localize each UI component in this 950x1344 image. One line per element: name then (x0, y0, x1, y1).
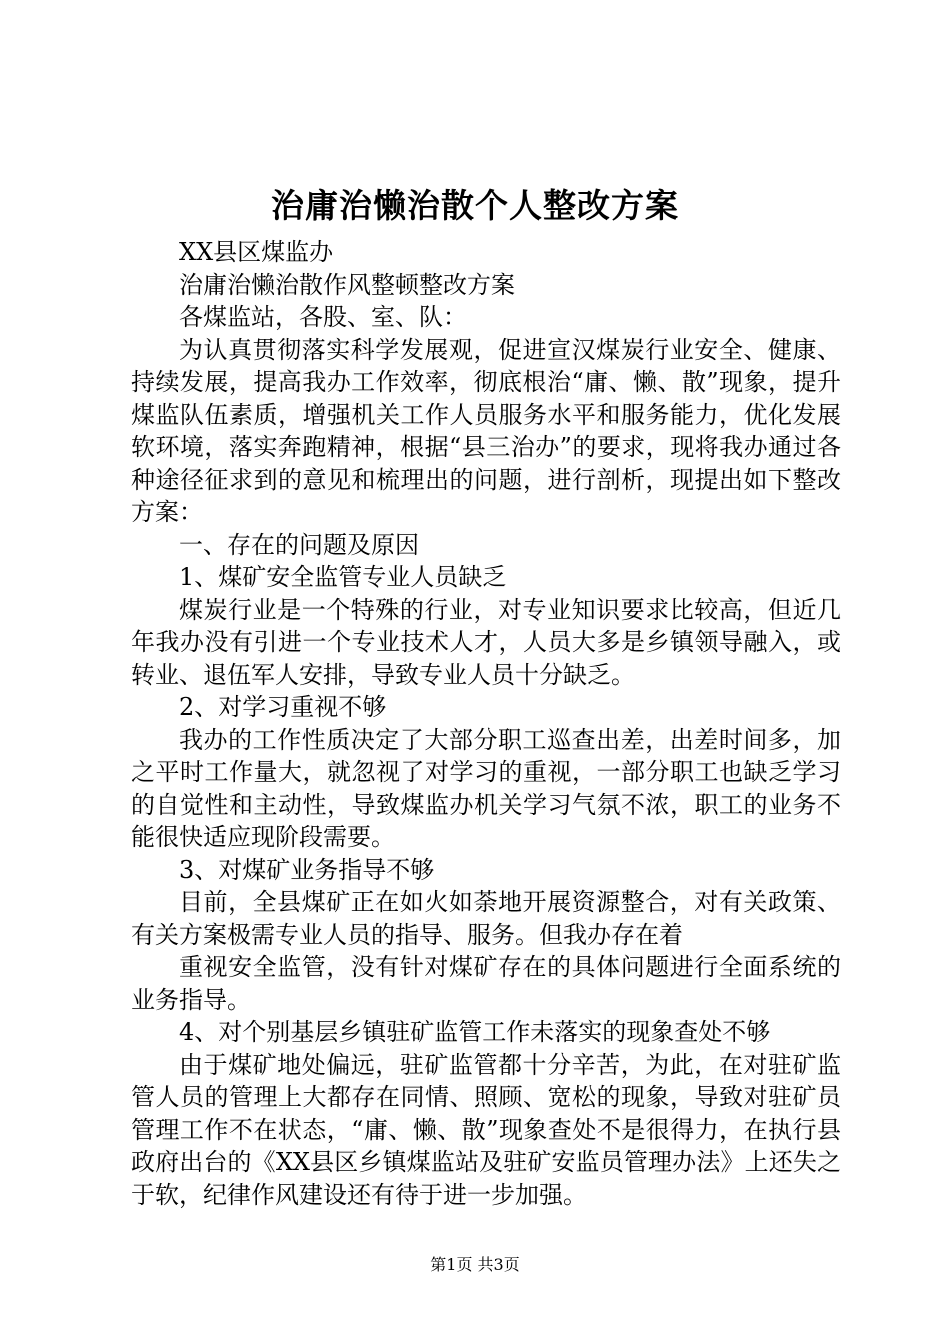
header-org: XX县区煤监办 (179, 238, 334, 266)
item-heading-2: 2、对学习重视不够 (179, 693, 387, 721)
document-title: 治庸治懒治散个人整改方案 (271, 186, 679, 225)
header-subtitle: 治庸治懒治散作风整顿整改方案 (179, 270, 515, 299)
item-paragraph-1: 煤炭行业是一个特殊的行业，对专业知识要求比较高，但近几年我办没有引进一个专业技术人才，人员大多是乡镇领导融入，或转业、退伍军人安排，导致专业人员十分缺乏。 (131, 595, 841, 689)
item-heading-1: 1、煤矿安全监管专业人员缺乏 (179, 563, 507, 591)
item-heading-3: 3、对煤矿业务指导不够 (179, 855, 435, 884)
item-paragraph-3b: 重视安全监管，没有针对煤矿存在的具体问题进行全面系统的业务指导。 (131, 953, 841, 1014)
document-body (131, 236, 841, 1211)
intro-paragraph: 为认真贯彻落实科学发展观，促进宣汉煤炭行业安全、健康、持续发展，提高我办工作效率，彻底根治“庸、懒、散”现象，提升煤监队伍素质，增强机关工作人员服务水平和服务能力，优化发展软环境，落实奔跑精神，根据“县三治办”的要求，现将我办通过各种途径征求到的意见和梳理出的问题，进行剖析，现提出如下整改方案： (131, 335, 841, 526)
item-paragraph-4: 由于煤矿地处偏远，驻矿监管都十分辛苦，为此，在对驻矿监管人员的管理上大都存在同情、照顾、宽松的现象，导致对驻矿员管理工作不在状态，“庸、懒、散”现象查处不是很得力，在执行县政府出台的《XX县区乡镇煤监站及驻矿安监员管理办法》上还失之于软，纪律作风建设还有待于进一步加强。 (131, 1050, 841, 1209)
item-paragraph-2: 我办的工作性质决定了大部分职工巡查出差，出差时间多，加之平时工作量大，就忽视了对学习的重视，一部分职工也缺乏学习的自觉性和主动性，导致煤监办机关学习气氛不浓，职工的业务不能很快适应现阶段需要。 (131, 725, 841, 851)
section-heading: 一、存在的问题及原因 (179, 530, 419, 559)
salutation: 各煤监站，各股、室、队： (179, 303, 467, 331)
page-number-footer: 第1页 共3页 (430, 1255, 520, 1274)
item-paragraph-3a: 目前，全县煤矿正在如火如荼地开展资源整合，对有关政策、有关方案极需专业人员的指导、服务。但我办存在着 (131, 888, 841, 949)
item-heading-4: 4、对个别基层乡镇驻矿监管工作未落实的现象查处不够 (179, 1018, 771, 1046)
